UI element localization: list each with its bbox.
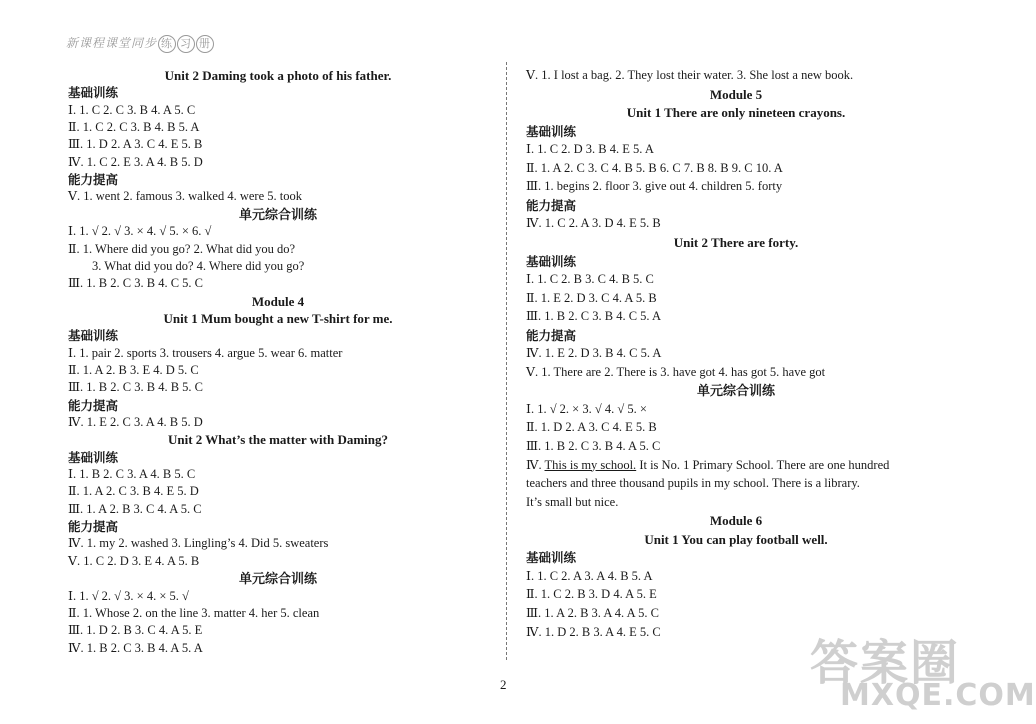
heading: Unit 1 Mum bought a new T-shirt for me. bbox=[163, 310, 393, 326]
section-label: 基础训练 bbox=[526, 123, 577, 139]
heading: Unit 2 What’s the matter with Daming? bbox=[167, 432, 389, 448]
answer-line: Ⅲ. 1. A 2. B 3. C 4. A 5. C bbox=[68, 501, 202, 516]
watermark bbox=[810, 624, 1036, 720]
section-label: 能力提高 bbox=[68, 519, 119, 535]
section-label: 能力提高 bbox=[68, 397, 119, 413]
answer-line: 3. What did you do? 4. Where did you go? bbox=[92, 258, 305, 273]
brand-circle-3: 册 bbox=[196, 35, 214, 53]
answer-line: Ⅴ. 1. There are 2. There is 3. have got 4. has got 5. have got bbox=[526, 364, 826, 379]
heading: Unit 2 There are forty. bbox=[673, 234, 799, 250]
watermark-bottom: MXQE.COM bbox=[840, 678, 1036, 713]
heading: Unit 2 Daming took a photo of his father. bbox=[164, 68, 392, 83]
section-label: 基础训练 bbox=[68, 449, 119, 465]
answer-line: Ⅰ. 1. √ 2. × 3. √ 4. √ 5. × bbox=[526, 401, 647, 416]
answer-prefix: Ⅳ. bbox=[526, 457, 545, 472]
answer-line: Ⅲ. 1. begins 2. floor 3. give out 4. children 5. forty bbox=[526, 179, 783, 194]
answer-line: Ⅱ. 1. A 2. B 3. E 4. D 5. C bbox=[68, 362, 199, 377]
section-label: 能力提高 bbox=[526, 197, 577, 213]
answer-line: Ⅱ. 1. D 2. A 3. C 4. E 5. B bbox=[526, 420, 657, 435]
answer-line: Ⅰ. 1. C 2. B 3. C 4. B 5. C bbox=[526, 272, 654, 287]
answer-line: Ⅲ. 1. B 2. C 3. B 4. B 5. C bbox=[68, 380, 203, 395]
section-subtitle: 单元综合训练 bbox=[238, 571, 317, 587]
answer-line: Ⅱ. 1. C 2. C 3. B 4. B 5. A bbox=[68, 120, 200, 135]
answer-line: Ⅰ. 1. √ 2. √ 3. × 4. √ 5. × 6. √ bbox=[68, 224, 212, 239]
column-divider bbox=[506, 62, 507, 660]
answer-line: Ⅲ. 1. B 2. C 3. B 4. A 5. C bbox=[526, 439, 661, 453]
answer-line: Ⅲ. 1. D 2. B 3. C 4. A 5. E bbox=[68, 623, 203, 638]
section-subtitle: 单元综合训练 bbox=[238, 206, 317, 222]
answer-line: teachers and three thousand pupils in my school. There is a library. bbox=[526, 476, 860, 491]
answer-line: Ⅰ. 1. √ 2. √ 3. × 4. × 5. √ bbox=[68, 588, 189, 603]
answer-line: Ⅴ. 1. C 2. D 3. E 4. A 5. B bbox=[68, 553, 200, 568]
section-label: 基础训练 bbox=[526, 253, 577, 269]
answer-line: Ⅳ. 1. B 2. C 3. B 4. A 5. A bbox=[68, 640, 203, 655]
watermark-top: 答案圈 bbox=[810, 635, 961, 691]
answer-line: Ⅰ. 1. C 2. A 3. A 4. B 5. A bbox=[526, 568, 653, 583]
answer-line: Ⅲ. 1. B 2. C 3. B 4. C 5. A bbox=[526, 309, 661, 324]
answer-line: Ⅳ. 1. C 2. A 3. D 4. E 5. B bbox=[526, 216, 661, 231]
answer-line: It’s small but nice. bbox=[526, 494, 619, 509]
answer-line: Ⅰ. 1. C 2. D 3. B 4. E 5. A bbox=[526, 142, 654, 157]
section-subtitle: 单元综合训练 bbox=[696, 383, 775, 399]
answer-line: Ⅲ. 1. D 2. A 3. C 4. E 5. B bbox=[68, 137, 203, 152]
answer-line: Ⅳ. 1. E 2. D 3. B 4. C 5. A bbox=[526, 346, 662, 361]
answer-line: Ⅱ. 1. Whose 2. on the line 3. matter 4. her 5. clean bbox=[68, 605, 320, 620]
answer-line: Ⅱ. 1. A 2. C 3. C 4. B 5. B 6. C 7. B 8. B 9. C 10. A bbox=[526, 160, 783, 175]
answer-line: Ⅰ. 1. B 2. C 3. A 4. B 5. C bbox=[68, 467, 196, 482]
answer-line: Ⅳ. 1. D 2. B 3. A 4. E 5. C bbox=[526, 624, 661, 639]
section-label: 基础训练 bbox=[68, 85, 119, 101]
heading: Module 6 bbox=[709, 513, 763, 529]
brand-circle-2: 习 bbox=[177, 35, 195, 53]
answer-line: Ⅴ. 1. went 2. famous 3. walked 4. were 5. took bbox=[68, 189, 302, 204]
underlined-answer: This is my school. bbox=[544, 457, 637, 472]
answer-line: Ⅳ. 1. C 2. E 3. A 4. B 5. D bbox=[68, 154, 203, 169]
answer-text: It is No. 1 Primary School. There are one hundred bbox=[636, 457, 890, 472]
answer-line: Ⅴ. 1. I lost a bag. 2. They lost their water. 3. She lost a new book. bbox=[526, 68, 854, 82]
brand-text: 新课程课堂同步 bbox=[66, 36, 158, 50]
page-number: 2 bbox=[500, 677, 507, 692]
answer-line bbox=[526, 457, 946, 474]
answer-line: Ⅱ. 1. E 2. D 3. C 4. A 5. B bbox=[526, 290, 657, 305]
heading: Module 4 bbox=[251, 293, 305, 309]
brand-circle-1: 练 bbox=[158, 35, 176, 53]
heading: Unit 1 There are only nineteen crayons. bbox=[626, 105, 846, 121]
heading: Unit 1 You can play football well. bbox=[644, 531, 828, 547]
answer-line: Ⅰ. 1. pair 2. sports 3. trousers 4. argue 5. wear 6. matter bbox=[68, 345, 343, 360]
answer-line: Ⅱ. 1. A 2. C 3. B 4. E 5. D bbox=[68, 484, 199, 499]
section-label: 能力提高 bbox=[68, 172, 119, 188]
answer-line: Ⅰ. 1. C 2. C 3. B 4. A 5. C bbox=[68, 102, 196, 117]
section-label: 能力提高 bbox=[526, 327, 577, 343]
answer-line: Ⅲ. 1. B 2. C 3. B 4. C 5. C bbox=[68, 276, 203, 291]
section-label: 基础训练 bbox=[526, 550, 577, 566]
answer-line: Ⅳ. 1. E 2. C 3. A 4. B 5. D bbox=[68, 415, 203, 429]
answer-line: Ⅱ. 1. Where did you go? 2. What did you do? bbox=[68, 241, 296, 256]
answer-line: Ⅲ. 1. A 2. B 3. A 4. A 5. C bbox=[526, 605, 659, 620]
answer-line: Ⅳ. 1. my 2. washed 3. Lingling’s 4. Did 5. sweaters bbox=[68, 536, 329, 551]
heading: Module 5 bbox=[709, 86, 763, 102]
answer-line: Ⅱ. 1. C 2. B 3. D 4. A 5. E bbox=[526, 587, 657, 602]
section-label: 基础训练 bbox=[68, 328, 119, 344]
